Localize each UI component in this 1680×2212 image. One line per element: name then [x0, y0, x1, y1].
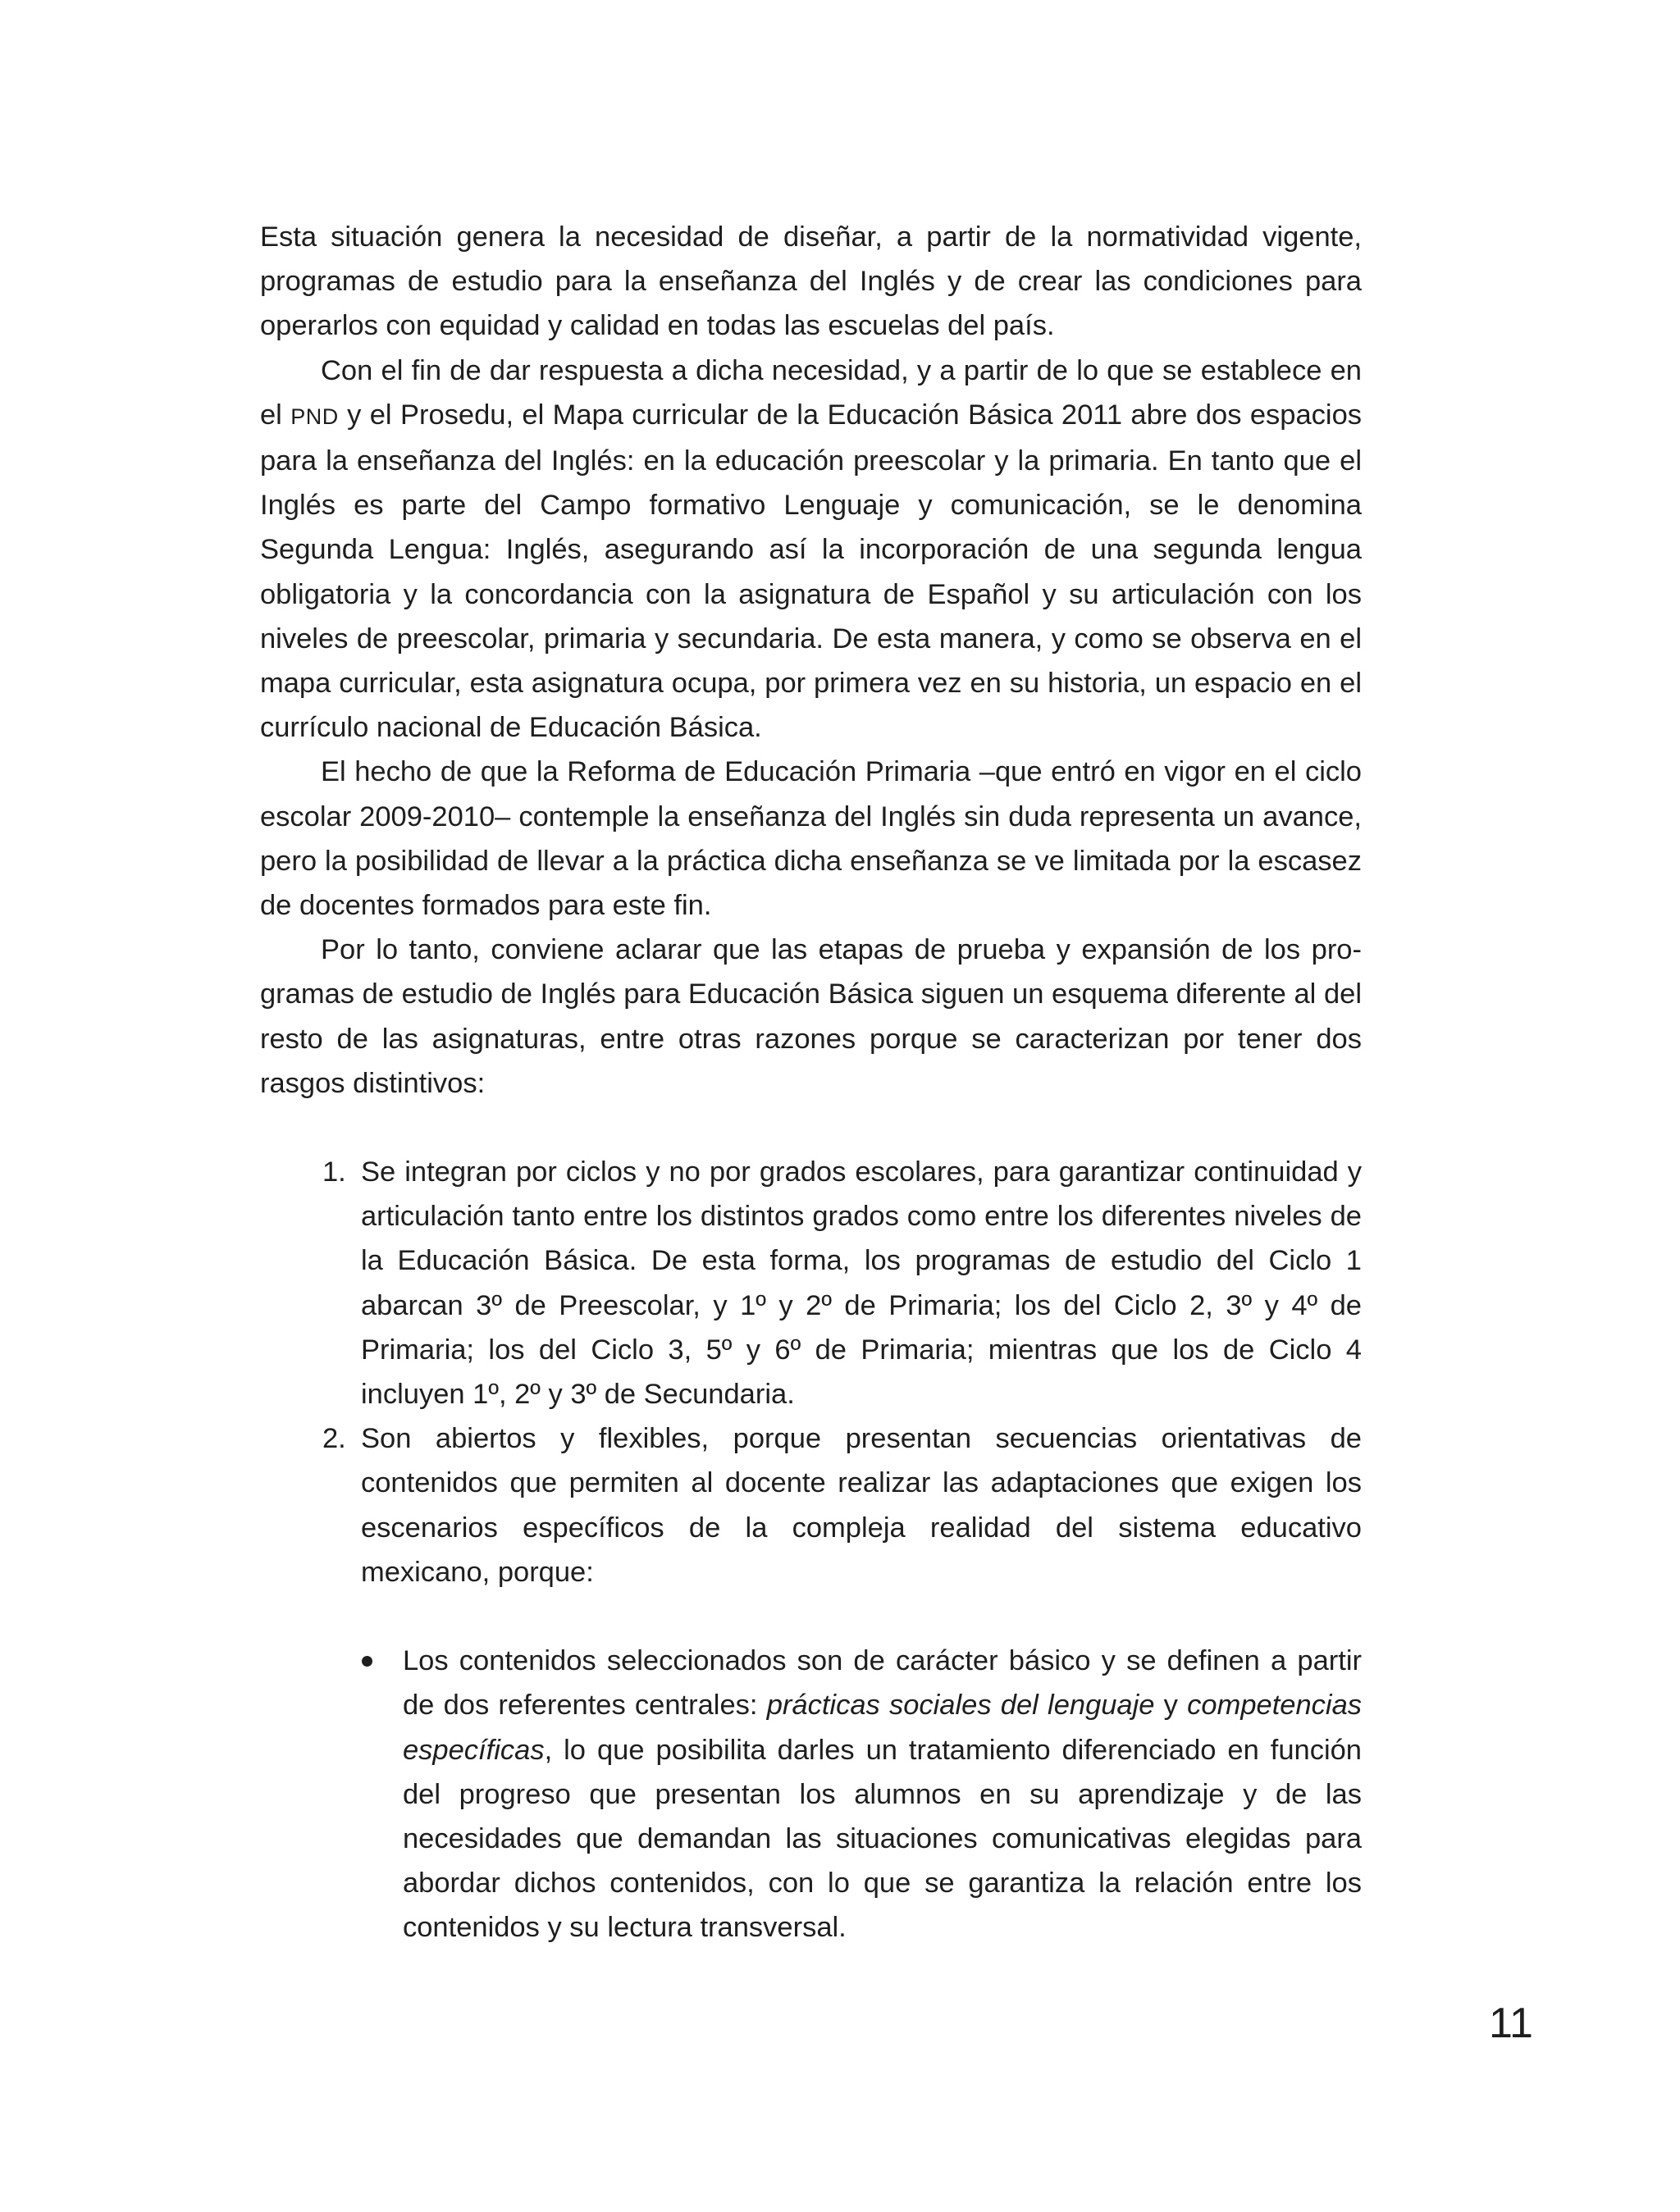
bullet-list — [260, 1639, 1362, 1950]
list-item — [260, 1416, 1362, 1594]
page-number: 11 — [1489, 2000, 1533, 2047]
paragraph-4: Por lo tanto, conviene aclarar que las etapas de prueba y expansión de los programas de estudio de Inglés para Educación Básica siguen un esquema diferente al del resto de las asignaturas, entre otras razones porque se caracterizan por tener dos rasgos distintivos: — [260, 934, 1362, 1099]
numbered-list — [260, 1150, 1362, 1594]
bullet-emphasis-a: prácticas sociales del lenguaje — [766, 1690, 1155, 1722]
bullet-item — [260, 1639, 1362, 1950]
paragraph-3: El hecho de que la Reforma de Educación Primaria –que entró en vigor en el ciclo escolar 2009-2010– contemple la enseñanza del Inglés sin duda representa un avance, pero la posibilidad de llevar a la práctica dicha enseñanza se ve limitada por la escasez de docentes formados para este fin. — [260, 756, 1362, 922]
bullet-text-c: , lo que posibilita darles un tratamiento diferenciado en función del progreso que presentan los alumnos en su aprendizaje y de las necesidades que demandan las situaciones comunicativas elegidas para abordar dichos contenidos, con lo que se garantiza la relación entre los contenidos y su lectura transversal. — [403, 1734, 1362, 1944]
list-item — [260, 1150, 1362, 1416]
bullet-text-a: Los contenidos seleccionados son de carácter básico y se definen a partir de dos referentes centrales: — [403, 1645, 1362, 1722]
bullet-text-b: y — [1154, 1690, 1188, 1722]
abbreviation-pnd: PND — [290, 404, 339, 429]
list-item-number: 2. — [322, 1423, 346, 1455]
paragraph-2-text-a: Con el fin de dar respuesta a dicha necesidad, y a partir de lo que se establece en el — [260, 354, 1362, 431]
paragraph-2 — [260, 349, 1362, 750]
bullet-emphasis-b: competencias específicas — [403, 1690, 1363, 1766]
list-item-text: Se integran por ciclos y no por grados escolares, para garantizar continuidad y articulación tanto entre los distintos grados como entre los diferentes niveles de la Educación Básica. De esta forma, los programas de estudio del Ciclo 1 abarcan 3º de Preescolar, y 1º y 2º de Primaria; los del Ciclo 2, 3º y 4º de Primaria; los del Ciclo 3, 5º y 6º de Primaria; mientras que los de Ciclo 4 incluyen 1º, 2º y 3º de Secundaria. — [361, 1156, 1362, 1411]
list-item-text: Son abiertos y flexibles, porque presentan secuencias orientativas de contenidos que permiten al docente realizar las adaptaciones que exigen los escenarios específicos de la compleja realidad del sistema educativo mexicano, porque: — [361, 1423, 1362, 1588]
paragraph-1: Esta situación genera la necesidad de diseñar, a partir de la normatividad vigente, programas de estudio para la enseñanza del Inglés y de crear las condiciones para operarlos con equidad y calidad en todas las escuelas del país. — [260, 221, 1362, 342]
list-item-number: 1. — [322, 1156, 346, 1188]
page-body — [260, 215, 1362, 1950]
bullet-icon — [362, 1656, 372, 1667]
paragraph-2-text-b: y el Prosedu, el Mapa curricular de la Educación Básica 2011 abre dos espacios para la enseñanza del Inglés: en la educación preescolar y la primaria. En tanto que el Inglés es parte del Campo formativo Lenguaje y comunicación, se le denomina Segunda Lengua: Inglés, asegurando así la incorporación de una segunda lengua obligatoria y la concordancia con la asignatura de Español y su articulación con los niveles de preescolar, primaria y secundaria. De esta manera, y como se observa en el mapa curricular, esta asignatura ocupa, por primera vez en su historia, un espacio en el currículo nacional de Educación Básica. — [260, 399, 1363, 744]
